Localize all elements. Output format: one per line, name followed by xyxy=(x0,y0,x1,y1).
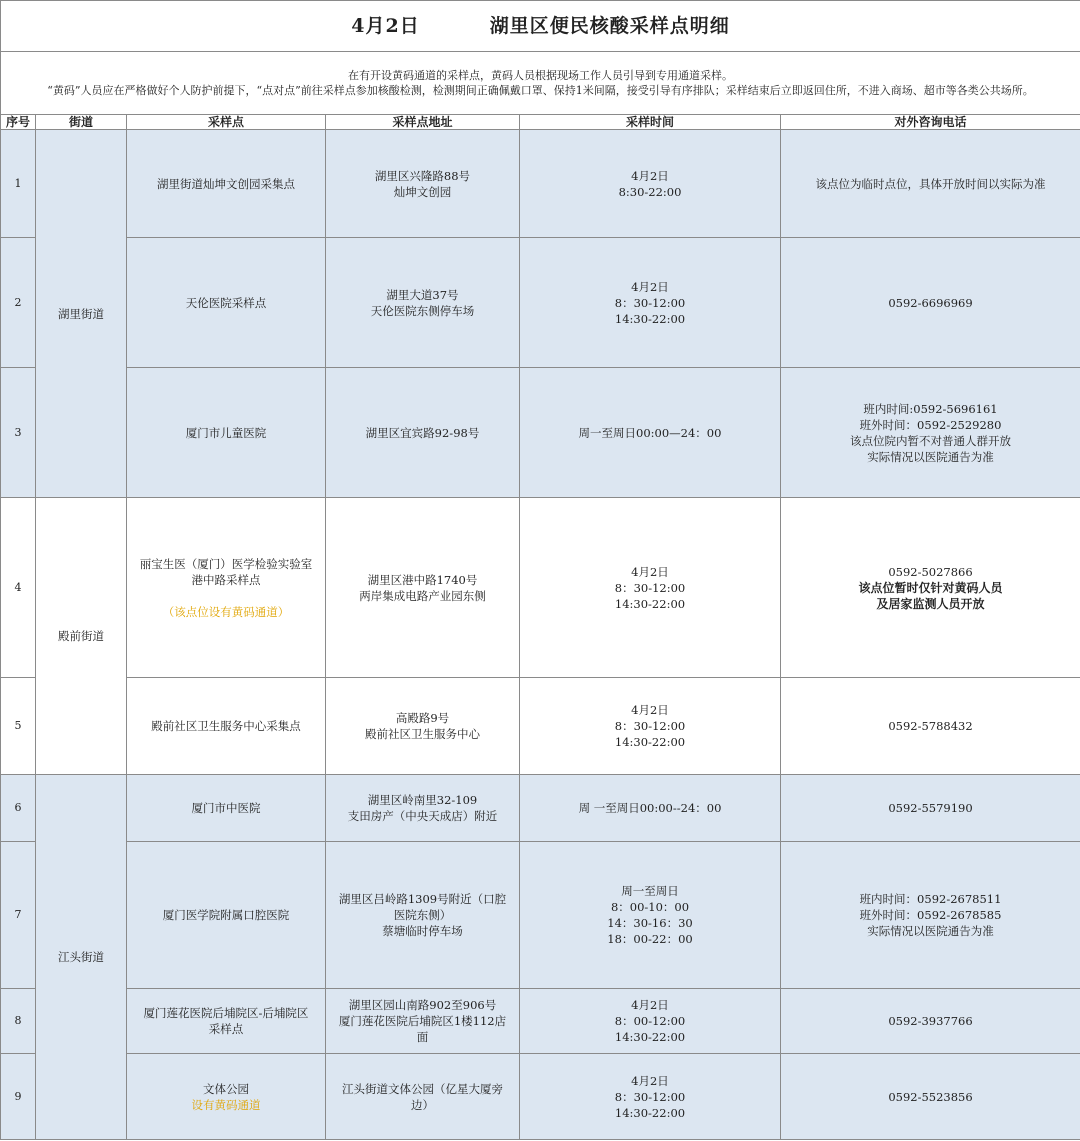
yellow-code-note: （该点位设有黄码通道） xyxy=(162,604,290,619)
phone-cell xyxy=(781,368,1080,498)
phone-cell xyxy=(781,678,1080,775)
cell-line: 厦门医学院附属口腔医院 xyxy=(162,908,290,922)
cell-line: 湖里区兴隆路88号 xyxy=(374,168,471,183)
page-title xyxy=(1,1,1080,52)
phone-cell xyxy=(781,989,1080,1054)
time-cell xyxy=(520,130,781,238)
time-cell xyxy=(520,368,781,498)
cell-line: 0592-5579190 xyxy=(888,801,973,815)
time-cell xyxy=(520,238,781,368)
cell-line: 8：30-12:00 xyxy=(614,1089,686,1104)
row-seq: 4 xyxy=(1,498,36,678)
table-row xyxy=(1,130,1080,238)
cell-line: 0592-6696969 xyxy=(888,295,973,310)
site-cell xyxy=(127,238,326,368)
cell-line: 8：00-10：00 xyxy=(610,900,690,914)
site-cell xyxy=(127,498,326,678)
cell-line: 边） xyxy=(411,1097,434,1112)
phone-cell xyxy=(781,498,1080,678)
header-street: 街道 xyxy=(36,115,127,130)
table-row xyxy=(1,238,1080,368)
cell-line: 该点位院内暂不对普通人群开放 xyxy=(850,433,1011,448)
cell-line: 14:30-22:00 xyxy=(614,311,686,326)
cell-line: 0592-5523856 xyxy=(888,1089,973,1104)
cell-line: 班内时间：0592-2678511 xyxy=(859,892,1002,906)
cell-line: 周一至周日 xyxy=(621,884,679,898)
time-cell xyxy=(520,989,781,1054)
header-address: 采样点地址 xyxy=(326,115,520,130)
cell-line: 14:30-22:00 xyxy=(614,1105,686,1120)
cell-line: 厦门市儿童医院 xyxy=(185,425,267,440)
cell-line: 0592-5027866 xyxy=(888,564,973,579)
row-seq: 6 xyxy=(1,775,36,842)
title-name: 湖里区便民核酸采样点明细 xyxy=(489,15,730,37)
cell-line: 湖里街道灿坤文创园采集点 xyxy=(157,176,295,191)
cell-line: 港中路采样点 xyxy=(191,572,261,587)
cell-line: 18：00-22：00 xyxy=(607,932,693,946)
cell-line: 湖里区吕岭路1309号附近（口腔 xyxy=(338,892,507,906)
cell-line: 厦门莲花医院后埔院区-后埔院区 xyxy=(143,1006,309,1020)
cell-line: 8：00-12:00 xyxy=(614,1014,686,1028)
address-cell xyxy=(326,989,520,1054)
notice xyxy=(1,52,1080,115)
cell-line: 天伦医院采样点 xyxy=(185,295,267,310)
time-cell xyxy=(520,842,781,989)
row-seq: 9 xyxy=(1,1054,36,1140)
site-cell xyxy=(127,368,326,498)
time-cell xyxy=(520,678,781,775)
cell-line: 周一至周日00:00—24：00 xyxy=(578,425,722,440)
cell-line: 蔡塘临时停车场 xyxy=(382,924,463,938)
time-cell xyxy=(520,498,781,678)
header-site: 采样点 xyxy=(127,115,326,130)
cell-line: 江头街道文体公园（亿星大厦旁 xyxy=(342,1081,503,1096)
cell-line: 班内时间:0592-5696161 xyxy=(863,401,998,416)
cell-line: 湖里区宜宾路92-98号 xyxy=(365,425,480,440)
site-cell xyxy=(127,842,326,989)
row-seq: 1 xyxy=(1,130,36,238)
cell-line: 8:30-22:00 xyxy=(618,184,682,199)
yellow-code-note: 设有黄码通道 xyxy=(191,1097,261,1112)
address-cell xyxy=(326,678,520,775)
cell-line: 该点位暂时仅针对黄码人员 xyxy=(858,580,1003,595)
cell-line: 14:30-22:00 xyxy=(614,735,686,749)
cell-line: 4月2日 xyxy=(631,703,669,717)
cell-line: 8：30-12:00 xyxy=(614,295,686,310)
cell-line: 4月2日 xyxy=(631,168,669,183)
table-row xyxy=(1,498,1080,678)
row-seq: 3 xyxy=(1,368,36,498)
phone-cell xyxy=(781,1054,1080,1140)
site-cell xyxy=(127,775,326,842)
cell-line: 4月2日 xyxy=(631,279,669,294)
cell-line: 班外时间：0592-2678585 xyxy=(859,908,1002,922)
title-date: 4月2日 xyxy=(351,15,420,37)
cell-line: 周 一至周日00:00--24：00 xyxy=(578,801,722,815)
street-cell-huli: 湖里街道 xyxy=(36,130,127,498)
cell-line: 医院东侧） xyxy=(393,908,452,922)
cell-line: 丽宝生医（厦门）医学检验实验室 xyxy=(139,556,313,571)
cell-line: 殿前社区卫生服务中心 xyxy=(365,727,480,741)
cell-line: 湖里大道37号 xyxy=(386,287,459,302)
time-cell xyxy=(520,775,781,842)
header-row xyxy=(1,115,1080,130)
header-phone: 对外咨询电话 xyxy=(781,115,1080,130)
cell-line: 8：30-12:00 xyxy=(614,719,686,733)
phone-cell xyxy=(781,842,1080,989)
cell-line: 及居家监测人员开放 xyxy=(876,596,985,611)
site-cell xyxy=(127,678,326,775)
header-time: 采样时间 xyxy=(520,115,781,130)
address-cell xyxy=(326,775,520,842)
table-row xyxy=(1,775,1080,842)
cell-line: 面 xyxy=(416,1030,429,1044)
table-row xyxy=(1,678,1080,775)
cell-line: 厦门市中医院 xyxy=(191,801,261,815)
cell-line: 8：30-12:00 xyxy=(614,580,686,595)
street-cell-jiangtou: 江头街道 xyxy=(36,775,127,1140)
table-row xyxy=(1,1054,1080,1140)
notice-line-2: “黄码”人员应在严格做好个人防护前提下，“点对点”前往采样点参加核酸检测，检测期间正确佩戴口罩、保持1米间隔，接受引导有序排队；采样结束后立即返回住所，不进入商场、超市等各类公共场所。 xyxy=(47,84,1034,97)
address-cell xyxy=(326,1054,520,1140)
cell-line: 湖里区园山南路902至906号 xyxy=(348,998,497,1012)
cell-line: 实际情况以医院通告为准 xyxy=(867,924,994,938)
cell-line: 0592-5788432 xyxy=(888,719,973,733)
site-cell xyxy=(127,1054,326,1140)
row-seq: 2 xyxy=(1,238,36,368)
address-cell xyxy=(326,842,520,989)
table-row xyxy=(1,368,1080,498)
table-row xyxy=(1,842,1080,989)
cell-line: 支田房产（中央天成店）附近 xyxy=(347,809,498,823)
time-cell xyxy=(520,1054,781,1140)
cell-line: 灿坤文创园 xyxy=(393,184,452,199)
site-cell xyxy=(127,989,326,1054)
cell-line: 班外时间：0592-2529280 xyxy=(859,417,1002,432)
cell-line: 14:30-22:00 xyxy=(614,1030,686,1044)
cell-line: 天伦医院东侧停车场 xyxy=(370,303,475,318)
table-row xyxy=(1,989,1080,1054)
cell-line: 4月2日 xyxy=(631,564,669,579)
address-cell xyxy=(326,238,520,368)
cell-line: 采样点 xyxy=(208,1022,244,1036)
cell-line: 4月2日 xyxy=(631,1073,669,1088)
row-seq: 8 xyxy=(1,989,36,1054)
cell-line: 实际情况以医院通告为准 xyxy=(867,449,994,464)
phone-cell xyxy=(781,775,1080,842)
header-seq: 序号 xyxy=(1,115,36,130)
spacer xyxy=(131,588,321,604)
row-seq: 7 xyxy=(1,842,36,989)
cell-line: 厦门莲花医院后埔院区1楼112店 xyxy=(338,1014,507,1028)
cell-line: 0592-3937766 xyxy=(888,1014,973,1028)
phone-cell xyxy=(781,130,1080,238)
cell-line: 湖里区港中路1740号 xyxy=(367,572,478,587)
notice-line-1: 在有开设黄码通道的采样点，黄码人员根据现场工作人员引导到专用通道采样。 xyxy=(348,69,733,82)
cell-line: 文体公园 xyxy=(203,1081,249,1096)
cell-line: 14:30-22:00 xyxy=(614,596,686,611)
street-cell-dianqian: 殿前街道 xyxy=(36,498,127,775)
row-seq: 5 xyxy=(1,678,36,775)
cell-line: 高殿路9号 xyxy=(395,711,450,725)
cell-line: 两岸集成电路产业园东侧 xyxy=(359,588,486,603)
address-cell xyxy=(326,130,520,238)
cell-line: 殿前社区卫生服务中心采集点 xyxy=(151,719,301,733)
address-cell xyxy=(326,368,520,498)
cell-line: 该点位为临时点位，具体开放时间以实际为准 xyxy=(815,176,1046,191)
cell-line: 4月2日 xyxy=(631,998,669,1012)
cell-line: 湖里区岭南里32-109 xyxy=(367,793,478,807)
phone-cell xyxy=(781,238,1080,368)
site-cell xyxy=(127,130,326,238)
cell-line: 14：30-16：30 xyxy=(607,916,693,930)
address-cell xyxy=(326,498,520,678)
